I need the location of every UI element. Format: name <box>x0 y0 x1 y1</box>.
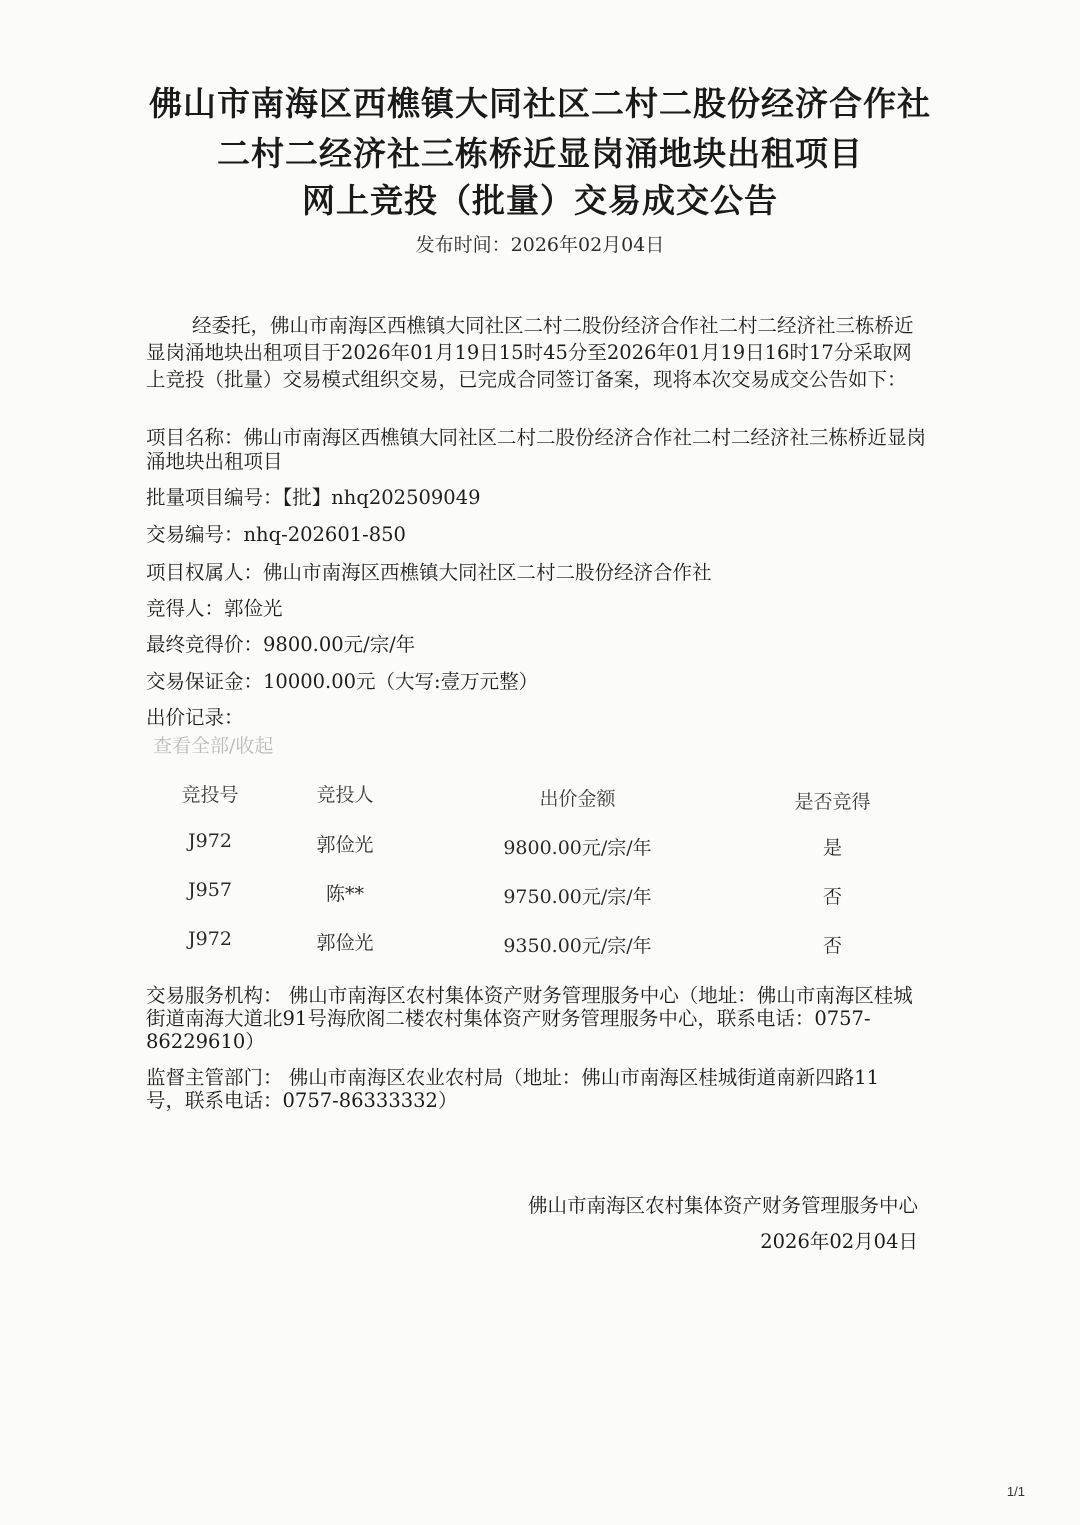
trade-deposit: 交易保证金：10000.00元（大写:壹万元整） <box>146 670 539 693</box>
intro-paragraph: 经委托，佛山市南海区西樵镇大同社区二村二股份经济合作社二村二经济社三栋桥近显岗涌地块出租项目于2026年01月19日15时45分至2026年01月19日16时17分采取网上竞投（批量）交易模式组织交易，已完成合同签订备案，现将本次交易成交公告如下： <box>146 314 914 391</box>
table-header-bid-number: 竞投号 <box>181 784 239 806</box>
table-cell-bidder: 郭俭光 <box>316 834 374 856</box>
table-header-bidder: 竞投人 <box>316 784 374 806</box>
table-cell-bid-amount: 9350.00元/宗/年 <box>503 935 652 957</box>
table-cell-bid-number: J972 <box>188 928 232 950</box>
table-cell-won: 是 <box>822 837 842 859</box>
batch-project-number: 批量项目编号：【批】nhq202509049 <box>146 486 481 509</box>
title-line-2: 二村二经济社三栋桥近显岗涌地块出租项目 <box>217 134 863 173</box>
publish-time: 发布时间：2026年02月04日 <box>415 234 665 256</box>
signature-date: 2026年02月04日 <box>760 1230 918 1253</box>
signature-organization: 佛山市南海区农村集体资产财务管理服务中心 <box>527 1194 918 1217</box>
table-cell-bidder: 陈** <box>325 883 364 905</box>
winning-bidder: 竞得人：郭俭光 <box>146 597 283 620</box>
title-line-3: 网上竞投（批量）交易成交公告 <box>302 181 778 220</box>
table-cell-won: 否 <box>822 886 842 908</box>
table-cell-bidder: 郭俭光 <box>316 932 374 954</box>
project-owner: 项目权属人：佛山市南海区西樵镇大同社区二村二股份经济合作社 <box>146 561 712 584</box>
project-name: 项目名称：佛山市南海区西樵镇大同社区二村二股份经济合作社二村二经济社三栋桥近显岗涌地块出租项目 <box>146 426 927 473</box>
table-cell-bid-amount: 9800.00元/宗/年 <box>503 837 652 859</box>
service-organization: 交易服务机构： 佛山市南海区农村集体资产财务管理服务中心（地址：佛山市南海区桂城街道南海大道北91号海欣阁二楼农村集体资产财务管理服务中心，联系电话：0757-86229610） <box>146 984 913 1053</box>
trade-number: 交易编号：nhq-202601-850 <box>146 523 406 546</box>
table-header-bid-amount: 出价金额 <box>539 788 616 810</box>
supervising-department: 监督主管部门： 佛山市南海区农业农村局（地址：佛山市南海区桂城街道南新四路11号，联系电话：0757-86333332） <box>146 1066 880 1112</box>
table-header-won: 是否竞得 <box>794 791 871 813</box>
table-cell-bid-amount: 9750.00元/宗/年 <box>503 886 652 908</box>
page-number: 1/1 <box>1006 1484 1025 1499</box>
table-cell-bid-number: J957 <box>188 879 232 901</box>
final-price: 最终竞得价：9800.00元/宗/年 <box>146 633 416 656</box>
table-cell-won: 否 <box>822 935 842 957</box>
bid-record-label: 出价记录： <box>146 706 244 729</box>
toggle-view-all-link[interactable]: 查看全部/收起 <box>153 735 274 757</box>
title-line-1: 佛山市南海区西樵镇大同社区二村二股份经济合作社 <box>149 84 931 123</box>
table-cell-bid-number: J972 <box>188 830 232 852</box>
